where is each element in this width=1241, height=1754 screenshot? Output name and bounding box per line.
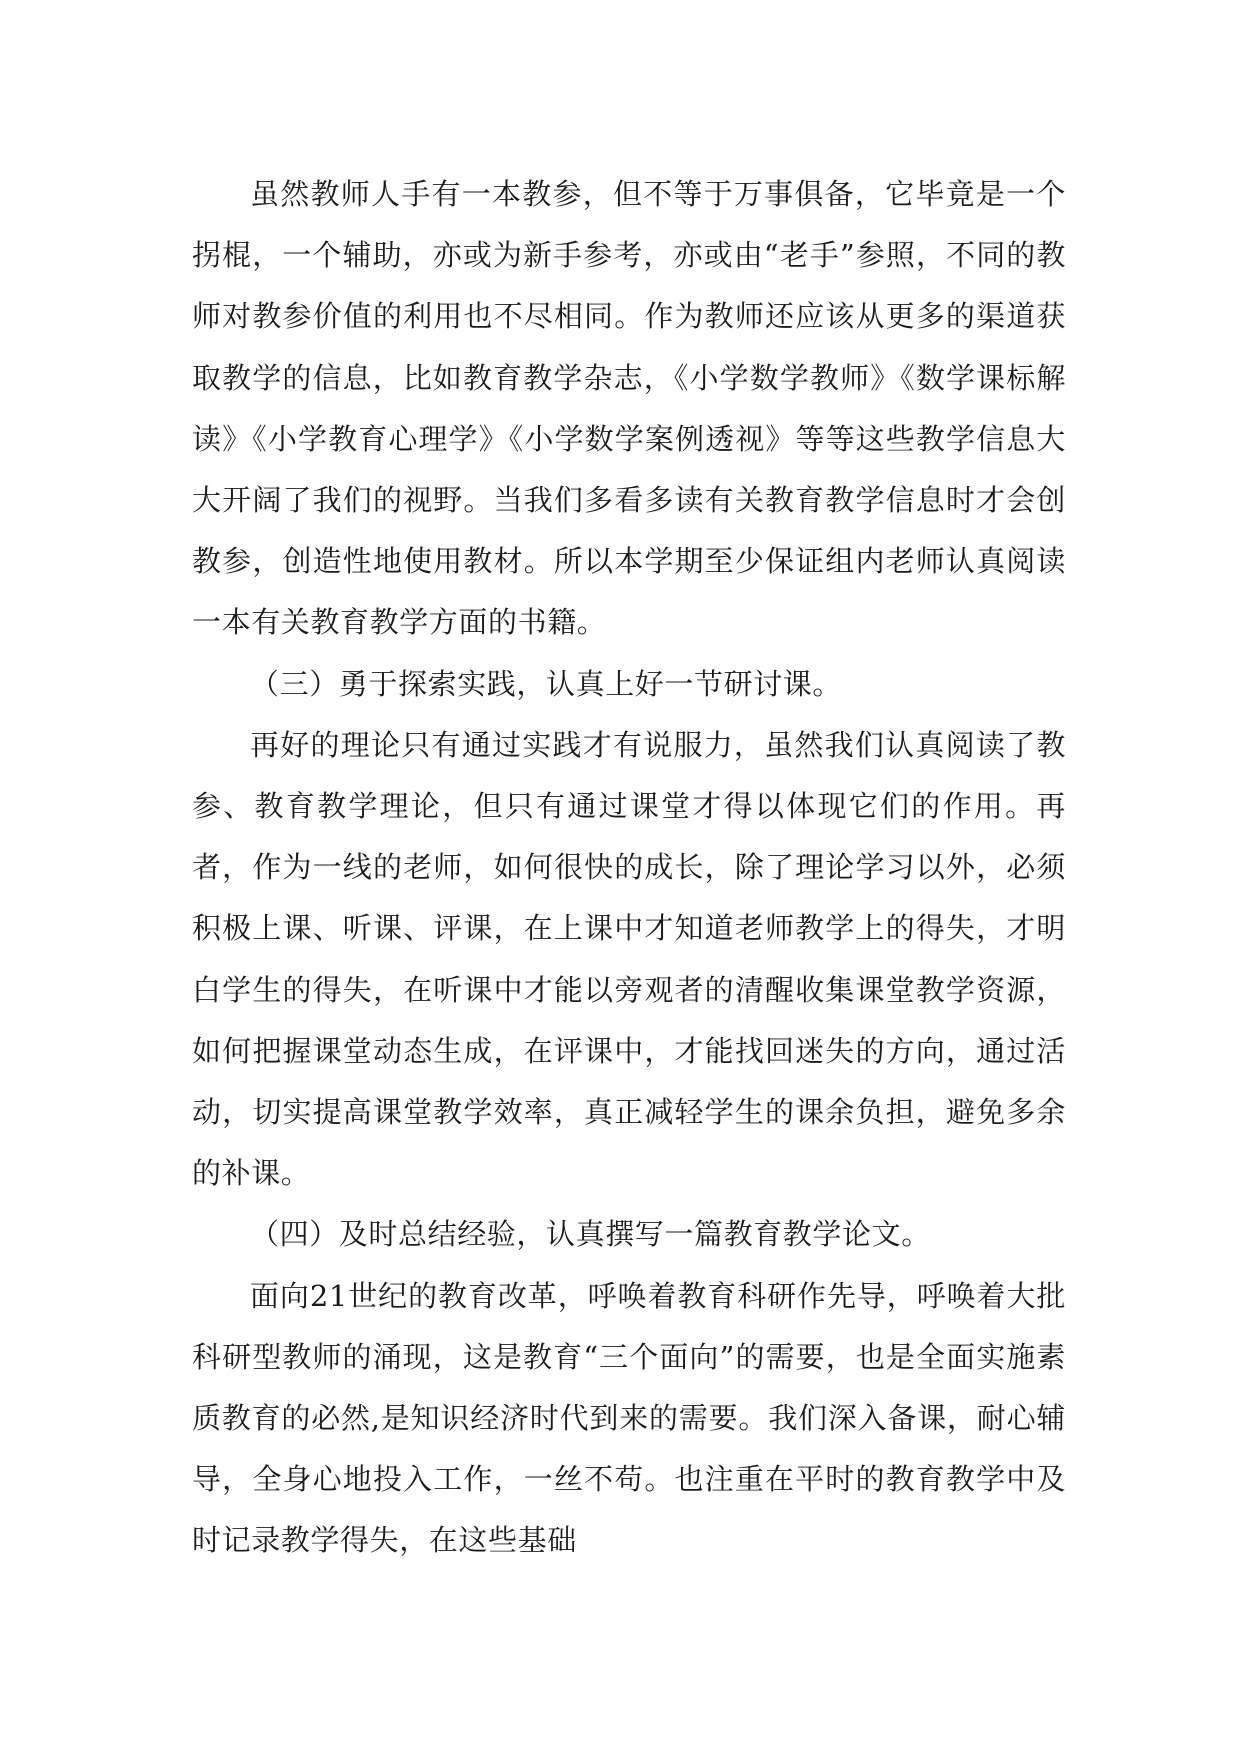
section-heading-four: （四）及时总结经验，认真撰写一篇教育教学论文。 <box>250 1217 931 1252</box>
paragraph-research: 面向21世纪的教育改革，呼唤着教育科研作先导，呼唤着大批科研型教师的涌现，这是教育“三个面向”的需要，也是全面实施素质教育的必然,是知识经济时代到来的需要。我们深入备课，耐心辅导，全身心地投入工作，一丝不苟。也注重在平时的教育教学中及时记录教学得失，在这些基础 <box>192 1278 1066 1558</box>
paragraph-teaching-reference: 虽然教师人手有一本教参，但不等于万事俱备，它毕竟是一个拐棍，一个辅助，亦或为新手参考，亦或由“老手”参照，不同的教师对教参价值的利用也不尽相同。作为教师还应该从更多的渠道获取教学的信息，比如教育教学杂志，《小学数学教师》《数学课标解读》《小学教育心理学》《小学数学案例透视》等等这些教学信息大大开阔了我们的视野。当我们多看多读有关教育教学信息时才会创教参，创造性地使用教材。所以本学期至少保证组内老师认真阅读一本有关教育教学方面的书籍。 <box>192 177 1066 640</box>
document-body <box>192 164 1066 1572</box>
paragraph-practice: 再好的理论只有通过实践才有说服力，虽然我们认真阅读了教参、教育教学理论，但只有通过课堂才得以体现它们的作用。再者，作为一线的老师，如何很快的成长，除了理论学习以外，必须积极上课、听课、评课，在上课中才知道老师教学上的得失，才明白学生的得失，在听课中才能以旁观者的清醒收集课堂教学资源，如何把握课堂动态生成，在评课中，才能找回迷失的方向，通过活动，切实提高课堂教学效率，真正减轻学生的课余负担，避免多余的补课。 <box>192 727 1066 1191</box>
section-heading-three: （三）勇于探索实践，认真上好一节研讨课。 <box>250 666 843 701</box>
